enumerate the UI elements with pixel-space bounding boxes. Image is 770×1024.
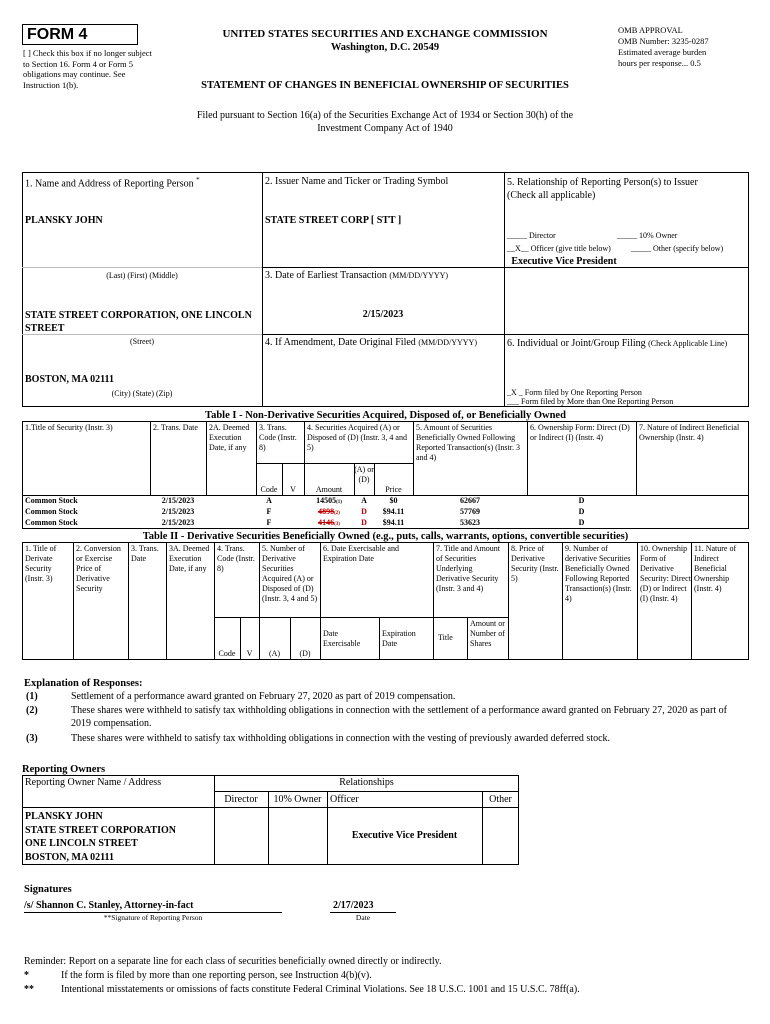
t2-sub-exercisable: Date Exercisable: [323, 629, 361, 648]
signer-name: /s/ Shannon C. Stanley, Attorney-in-fact: [24, 900, 194, 911]
t1-row-title: Common Stock: [25, 518, 78, 527]
agency-name: UNITED STATES SECURITIES AND EXCHANGE COMMISSION: [222, 28, 548, 40]
t1-row-date: 2/15/2023: [161, 518, 195, 527]
table1-title: Table I - Non-Derivative Securities Acquired, Disposed of, or Beneficially Owned: [205, 410, 566, 421]
owner-line-2: STATE STREET CORPORATION: [25, 824, 176, 836]
t2-sub-a: (A): [268, 649, 281, 658]
label-filing: [507, 337, 745, 350]
t1-row-owned: 57769: [460, 507, 480, 516]
explanation-number: (1): [26, 691, 38, 702]
t1-row-amount-value: 4898: [318, 507, 335, 516]
t1-h-form: 6. Ownership Form: Direct (D) or Indirect (I) (Instr. 4): [530, 423, 630, 442]
owners-h-name: Reporting Owner Name / Address: [25, 777, 162, 788]
checkbox-note[interactable]: [ ] Check this box if no longer subject to Section 16. Form 4 or Form 5 obligations may continue. See Instruction 1(b).: [23, 48, 152, 90]
filing-more-persons: ___ Form filed by More than One Reporting Person: [507, 397, 674, 406]
t1-sub-v: V: [290, 485, 296, 494]
t1-row-price: $94.11: [382, 507, 405, 516]
t1-row-amount-value: 4146: [318, 518, 335, 527]
signer-caption: **Signature of Reporting Person: [103, 913, 203, 922]
explanation-number: (3): [26, 733, 38, 744]
rel-director: _____ Director: [507, 231, 556, 240]
t1-row-code: F: [266, 507, 272, 516]
label-filing-hint: (Check Applicable Line): [648, 339, 728, 348]
footnote-mark-1: *: [24, 970, 29, 981]
label-relationship: [507, 176, 747, 202]
t1-row-owned: 53623: [460, 518, 480, 527]
t1-row-aord: D: [361, 518, 367, 527]
filing-one-person: _X _ Form filed by One Reporting Person: [507, 388, 642, 397]
explanation-title: Explanation of Responses:: [24, 678, 143, 689]
t2-h-title: 1. Title of Derivate Security (Instr. 3): [25, 544, 57, 583]
name-caption: (Last) (First) (Middle): [106, 271, 178, 280]
owners-h-director: Director: [224, 794, 258, 805]
table2-title: Table II - Derivative Securities Beneficially Owned (e.g., puts, calls, warrants, options, convertible securities): [142, 531, 629, 542]
label-earliest-transaction: [265, 270, 448, 281]
t1-h-date: 2. Trans. Date: [153, 423, 198, 432]
label-relationship-hint: (Check all applicable): [507, 190, 596, 201]
omb-line-4: hours per response... 0.5: [618, 58, 701, 68]
owner-line-1: PLANSKY JOHN: [25, 811, 103, 822]
t1-row-date: 2/15/2023: [161, 496, 195, 505]
t1-row-footnote: (2): [334, 511, 340, 516]
label-issuer: 2. Issuer Name and Ticker or Trading Symbol: [265, 176, 449, 187]
owners-h-other: Other: [489, 794, 512, 805]
rel-other: _____ Other (specify below): [631, 244, 724, 253]
t1-h-acquired: 4. Securities Acquired (A) or Disposed of (D) (Instr. 3, 4 and 5): [307, 423, 407, 452]
footnote-text-1: If the form is filed by more than one reporting person, see Instruction 4(b)(v).: [61, 970, 372, 981]
t1-sub-aord: (A) or (D): [354, 465, 374, 484]
city-caption: (City) (State) (Zip): [111, 389, 173, 398]
t2-h-code: 4. Trans. Code (Instr. 8): [217, 544, 255, 573]
t2-h-number: 5. Number of Derivative Securities Acquired (A) or Disposed of (D) (Instr. 3, 4 and 5): [262, 544, 318, 603]
t1-sub-code: Code: [260, 485, 278, 494]
t1-row-aord: A: [361, 496, 367, 505]
filed-pursuant-line-2: Investment Company Act of 1940: [317, 123, 453, 134]
omb-line-2: OMB Number: 3235-0287: [618, 36, 709, 46]
t1-row-code: F: [266, 518, 272, 527]
explanation-item: [24, 705, 749, 730]
t1-row-form: D: [578, 518, 585, 527]
date-caption: Date: [355, 913, 371, 922]
t1-sub-amount: Amount: [315, 485, 343, 494]
filed-pursuant-line-1: Filed pursuant to Section 16(a) of the Securities Exchange Act of 1934 or Section 30(h) of the: [196, 110, 574, 121]
t1-h-code: 3. Trans. Code (Instr. 8): [259, 423, 297, 452]
earliest-date: 2/15/2023: [362, 309, 404, 320]
owners-title: Reporting Owners: [22, 764, 106, 775]
t1-row-footnote: (3): [334, 522, 340, 527]
label-reporting-person: [25, 176, 200, 189]
street-caption: (Street): [130, 337, 154, 346]
label-relationship-text: 5. Relationship of Reporting Person(s) to Issuer: [507, 177, 698, 188]
officer-title: Executive Vice President: [511, 256, 617, 267]
t2-sub-title: Title: [438, 633, 453, 642]
explanation-text: These shares were withheld to satisfy tax withholding obligations in connection with the settlement of a performance award granted on February 27, 2020 as part of 2019 compensation.: [71, 705, 727, 729]
reporting-grid: [22, 172, 749, 407]
label-amendment: [265, 337, 477, 348]
reporting-person-name: PLANSKY JOHN: [25, 215, 103, 226]
owners-h-relationships: Relationships: [339, 777, 394, 788]
omb-line-3: Estimated average burden: [618, 47, 707, 57]
t1-row-amount: [304, 518, 354, 530]
t2-h-deemed: 3A. Deemed Execution Date, if any: [169, 544, 210, 573]
omb-line-1: OMB APPROVAL: [618, 25, 683, 35]
t2-h-price: 8. Price of Derivative Security (Instr. 5): [511, 544, 559, 583]
owners-h-officer: Officer: [330, 794, 359, 805]
t2-sub-v: V: [246, 649, 253, 658]
issuer-name: STATE STREET CORP [ STT ]: [265, 215, 402, 226]
t2-sub-d: (D): [299, 649, 311, 658]
t1-row-footnote: (1): [336, 500, 342, 505]
t1-h-title: 1.Title of Security (Instr. 3): [25, 423, 113, 432]
filed-pursuant: [120, 109, 650, 135]
t2-h-nature: 11. Nature of Indirect Beneficial Ownership (Instr. 4): [694, 544, 737, 593]
t1-h-nature: 7. Nature of Indirect Beneficial Ownership (Instr. 4): [639, 423, 740, 442]
explanation-item: [24, 691, 749, 704]
t1-row-form: D: [578, 496, 585, 505]
signatures-title: Signatures: [24, 884, 72, 895]
explanation-item: [24, 733, 749, 746]
t2-h-underlying: 7. Title and Amount of Securities Underlying Derivative Security (Instr. 3 and 4): [436, 544, 501, 593]
reporting-address: STATE STREET CORPORATION, ONE LINCOLN STREET: [25, 310, 252, 334]
signature-date: 2/17/2023: [333, 900, 374, 911]
t2-sub-code: Code: [218, 649, 236, 658]
t1-row-title: Common Stock: [25, 496, 78, 505]
t2-h-exercisable: 6. Date Exercisable and Expiration Date: [323, 544, 399, 563]
label-filing-text: 6. Individual or Joint/Group Filing: [507, 338, 646, 349]
t1-sub-price: Price: [385, 485, 402, 494]
footnote-mark-2: **: [24, 984, 34, 995]
t1-row-code: A: [266, 496, 272, 505]
asterisk-mark: *: [196, 176, 200, 184]
t1-row-price: $0: [389, 496, 398, 505]
explanation-text: Settlement of a performance award granted on February 27, 2020 as part of 2019 compensation.: [71, 691, 456, 702]
rel-owner: _____ 10% Owner: [617, 231, 678, 240]
owner-officer-title: Executive Vice President: [351, 830, 458, 841]
t2-sub-expiration: Expiration Date: [382, 629, 416, 648]
rel-officer: __X__ Officer (give title below): [507, 244, 611, 253]
t1-row-aord: D: [361, 507, 367, 516]
label-amendment-hint: (MM/DD/YYYY): [418, 338, 477, 347]
label-earliest-text: 3. Date of Earliest Transaction: [265, 270, 387, 281]
t1-row-form: D: [578, 507, 585, 516]
t1-row-price: $94.11: [382, 518, 405, 527]
t1-row-amount-value: 14505: [316, 496, 337, 505]
t1-row-amount: [304, 496, 354, 507]
explanation-text: These shares were withheld to satisfy tax withholding obligations in connection with the vesting of previously awarded deferred stock.: [71, 733, 611, 744]
statement-title: STATEMENT OF CHANGES IN BENEFICIAL OWNERSHIP OF SECURITIES: [201, 80, 569, 91]
t2-h-date: 3. Trans. Date: [131, 544, 159, 563]
t2-h-form: 10. Ownership Form of Derivative Security: Direct (D) or Indirect (I) (Instr. 4): [640, 544, 691, 603]
omb-approval: [618, 25, 748, 69]
explanation-number: (2): [26, 705, 38, 716]
label-amendment-text: 4. If Amendment, Date Original Filed: [265, 337, 416, 348]
t1-row-date: 2/15/2023: [161, 507, 195, 516]
t1-row-owned: 62667: [460, 496, 480, 505]
label-reporting-person-text: 1. Name and Address of Reporting Person: [25, 178, 194, 190]
t2-h-conversion: 2. Conversion or Exercise Price of Derivative Security: [76, 544, 121, 593]
owner-line-4: BOSTON, MA 02111: [25, 851, 115, 863]
owner-address: [25, 810, 176, 864]
owners-h-owner: 10% Owner: [273, 794, 322, 805]
footnote-text-2: Intentional misstatements or omissions of facts constitute Federal Criminal Violations. See 18 U.S.C. 1001 and 15 U.S.C. 78ff(a).: [61, 984, 580, 995]
owner-line-3: ONE LINCOLN STREET: [25, 838, 138, 849]
label-earliest-hint: (MM/DD/YYYY): [389, 271, 449, 280]
form-title-box: [22, 24, 138, 45]
t2-sub-amount: Amount or Number of Shares: [470, 619, 505, 648]
form-title: FORM 4: [27, 26, 88, 43]
reporting-city: BOSTON, MA 02111: [25, 374, 115, 385]
t2-h-owned: 9. Number of derivative Securities Beneficially Owned Following Reported Transaction(s) (Instr. 4): [565, 544, 632, 603]
reminder: Reminder: Report on a separate line for each class of securities beneficially owned directly or indirectly.: [24, 956, 442, 967]
t1-h-deemed: 2A. Deemed Execution Date, if any: [209, 423, 250, 452]
agency-city: Washington, D.C. 20549: [330, 42, 440, 53]
t1-row-title: Common Stock: [25, 507, 78, 516]
t1-h-owned: 5. Amount of Securities Beneficially Owned Following Reported Transaction(s) (Instr. 3 and 4): [416, 423, 520, 462]
